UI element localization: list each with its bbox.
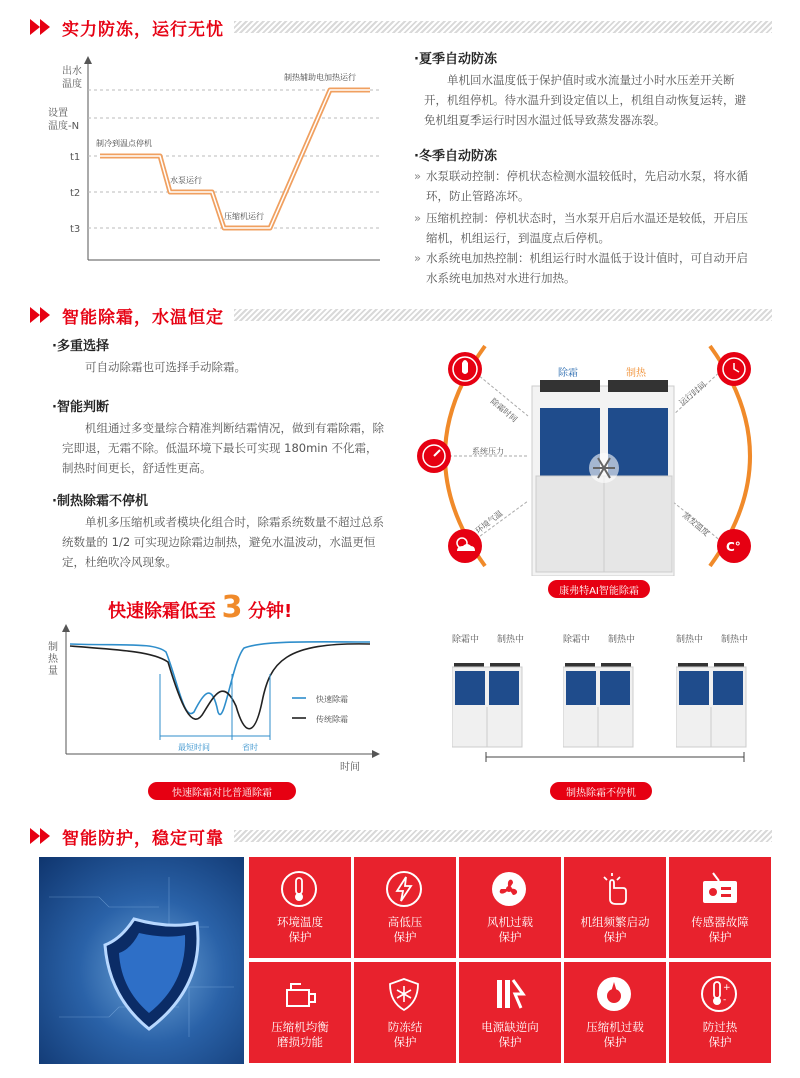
unit-icon (452, 663, 524, 749)
ai-defrost-tag: 康弗特AI智能除霜 (548, 580, 650, 598)
timeline (484, 750, 746, 764)
factor-defrost-time: 除霜时间 (488, 396, 520, 425)
double-arrow-icon (30, 826, 56, 846)
winter-item: » 水泵联动控制：停机状态检测水温较低时，先启动水泵，将水循环，防止管路冻坏。 (414, 166, 749, 206)
unit-status-label: 除霜中 (563, 635, 591, 645)
unit-status-label: 除霜中 (452, 635, 480, 645)
smart-judge-body: 机组通过多变量综合精准判断结霜情况，做到有霜除霜，除完即退，无霜不除。低温环境下最长可实现 180min 不化霜，制热时间更长，舒适性更高。 (62, 421, 384, 475)
winter-item: » 压缩机控制：停机状态时，当水泵开启后水温还是较低，开启压缩机，机组运行，到温度点后停机。 (414, 208, 749, 248)
factor-pressure: 系统压力 (472, 447, 504, 456)
factor-ambient: 环境气温 (473, 508, 505, 536)
touch-icon (596, 871, 634, 909)
defrost-temp-icon (448, 352, 482, 386)
chart2-ylabel: 量 (48, 666, 58, 677)
protection-label: 压缩机过载 保护 (586, 1020, 644, 1049)
protection-tile (669, 962, 771, 1063)
chart1-seg-comp: 压缩机运行 (224, 212, 264, 221)
chart2-ylabel: 制 (48, 642, 58, 653)
double-arrow-icon (30, 305, 56, 325)
unit-icon (676, 663, 748, 749)
label-heat: 制热 (626, 368, 646, 379)
section-header-antifreeze (30, 14, 772, 40)
snowflake-icon (589, 453, 619, 483)
chart2-ylabel: 热 (48, 654, 58, 665)
protection-label: 风机过载 保护 (487, 915, 533, 944)
ai-defrost-diagram (410, 336, 785, 576)
double-arrow-icon (30, 17, 56, 37)
antifreeze-process-chart (40, 54, 385, 269)
chart1-seg-pump: 水泵运行 (170, 176, 202, 185)
unit-group (676, 632, 748, 742)
unit-group (563, 632, 635, 742)
svg-text:C°: C° (726, 540, 741, 554)
protection-label: 机组频繁启动 保护 (580, 915, 650, 944)
factor-evap-temp: 蒸发温度 (680, 510, 712, 539)
pressure-gauge-icon (417, 439, 451, 473)
fast-defrost-headline (108, 590, 292, 625)
chart1-ylabel-set-1: 设置 (48, 108, 68, 119)
smart-judge-title: ·智能判断 (52, 400, 109, 415)
protection-tile (354, 857, 456, 958)
multi-choice-body: 可自动除霜也可选择手动除霜。 (85, 360, 246, 374)
protection-label: 传感器故障 保护 (691, 915, 749, 944)
chart1-ylabel-top-2: 温度 (62, 79, 82, 90)
chart1-t1: t1 (70, 152, 81, 163)
protection-label: 压缩机均衡 磨损功能 (271, 1020, 329, 1049)
unit-status-label: 制热中 (720, 635, 748, 645)
unit-status-label: 制热中 (607, 635, 635, 645)
fan-icon (491, 871, 529, 909)
protection-tile (564, 857, 666, 958)
section-header-defrost (30, 302, 772, 328)
legend-fast: 快速除霜 (316, 695, 348, 704)
section-title: 实力防冻，运行无忧 (62, 19, 224, 40)
protection-label: 电源缺逆向 保护 (481, 1020, 539, 1049)
multi-choice-title: ·多重选择 (52, 339, 109, 354)
thermometer-icon (281, 871, 319, 909)
protection-tile (249, 857, 351, 958)
overheat-icon (701, 976, 739, 1014)
label-defrost: 除霜 (558, 368, 578, 379)
winter-title: ·冬季自动防冻 (414, 149, 497, 164)
save-time-label: 省时 (242, 743, 258, 752)
comparison-tag: 快速除霜对比普通除霜 (148, 782, 296, 800)
headline-pre: 快速除霜低至 (108, 601, 216, 622)
header-stripe (234, 309, 772, 321)
nonstop-title: ·制热除霜不停机 (52, 494, 148, 509)
protection-tile (459, 857, 561, 958)
clock-icon (717, 352, 751, 386)
svg-text:-: - (723, 995, 727, 1005)
summer-body: 单机回水温度低于保护值时或水流量过小时水压差开关断开，机组停机。待水温升到设定值以上，机组自动恢复运转，避免机组夏季运行时因水温过低导致蒸发器冻裂。 (424, 73, 746, 127)
section-title: 智能除霜，水温恒定 (62, 307, 224, 328)
protection-tile (564, 962, 666, 1063)
compressor-icon (281, 976, 319, 1014)
unit-status-label: 制热中 (496, 635, 524, 645)
gauge-icon (596, 976, 634, 1014)
svg-text:+: + (723, 983, 731, 993)
protection-label: 高低压 保护 (387, 915, 423, 944)
header-stripe (234, 21, 772, 33)
power-phase-icon (491, 976, 529, 1014)
section-header-protect (30, 823, 772, 849)
unit-status-label: 制热中 (676, 635, 704, 645)
nonstop-body: 单机多压缩机或者模块化组合时，除霜系统数量不超过总系统数量的 1/2 可实现边除霜边制热，避免水温波动，水温更恒定，杜绝吹冷风现象。 (62, 515, 384, 569)
header-stripe (234, 830, 772, 842)
unit-group (452, 632, 524, 742)
chart2-xlabel: 时间 (340, 762, 360, 773)
unit-icon (563, 663, 635, 749)
snowflake-shield-icon (386, 976, 424, 1014)
chart1-ylabel-top-1: 出水 (62, 66, 82, 77)
chart1-seg-cool: 制冷到温点停机 (96, 139, 152, 148)
section-title: 智能防护，稳定可靠 (62, 828, 224, 849)
chart1-t2: t2 (70, 188, 81, 199)
defrost-comparison-chart (44, 622, 386, 774)
celsius-icon (717, 529, 751, 563)
nonstop-tag: 制热除霜不停机 (550, 782, 652, 800)
headline-number: 3 (221, 590, 243, 625)
legend-trad: 传统除霜 (316, 715, 348, 724)
protection-label: 防冻结 保护 (387, 1020, 423, 1049)
protection-label: 防过热 保护 (702, 1020, 738, 1049)
weather-icon (448, 529, 482, 563)
protection-tile (669, 857, 771, 958)
winter-item: » 水系统电加热控制：机组运行时水温低于设计值时，可自动开启水系统电加热对水进行加热。 (414, 248, 749, 288)
protection-label: 环境温度 保护 (277, 915, 323, 944)
protection-tile (459, 962, 561, 1063)
protection-tile (354, 962, 456, 1063)
shield-icon (39, 857, 244, 1064)
factor-run-time: 运行时间 (677, 380, 708, 408)
chart1-t3: t3 (70, 224, 81, 235)
headline-post: 分钟! (248, 601, 293, 622)
shortest-time-label: 最短时间 (178, 743, 210, 752)
shield-illustration (39, 857, 244, 1064)
summer-title: ·夏季自动防冻 (414, 52, 497, 67)
protection-tile (249, 962, 351, 1063)
chart1-ylabel-set-2: 温度-N (48, 121, 80, 132)
lightning-icon (386, 871, 424, 909)
chart1-seg-heat: 制热辅助电加热运行 (284, 73, 356, 82)
sensor-icon (701, 871, 739, 909)
